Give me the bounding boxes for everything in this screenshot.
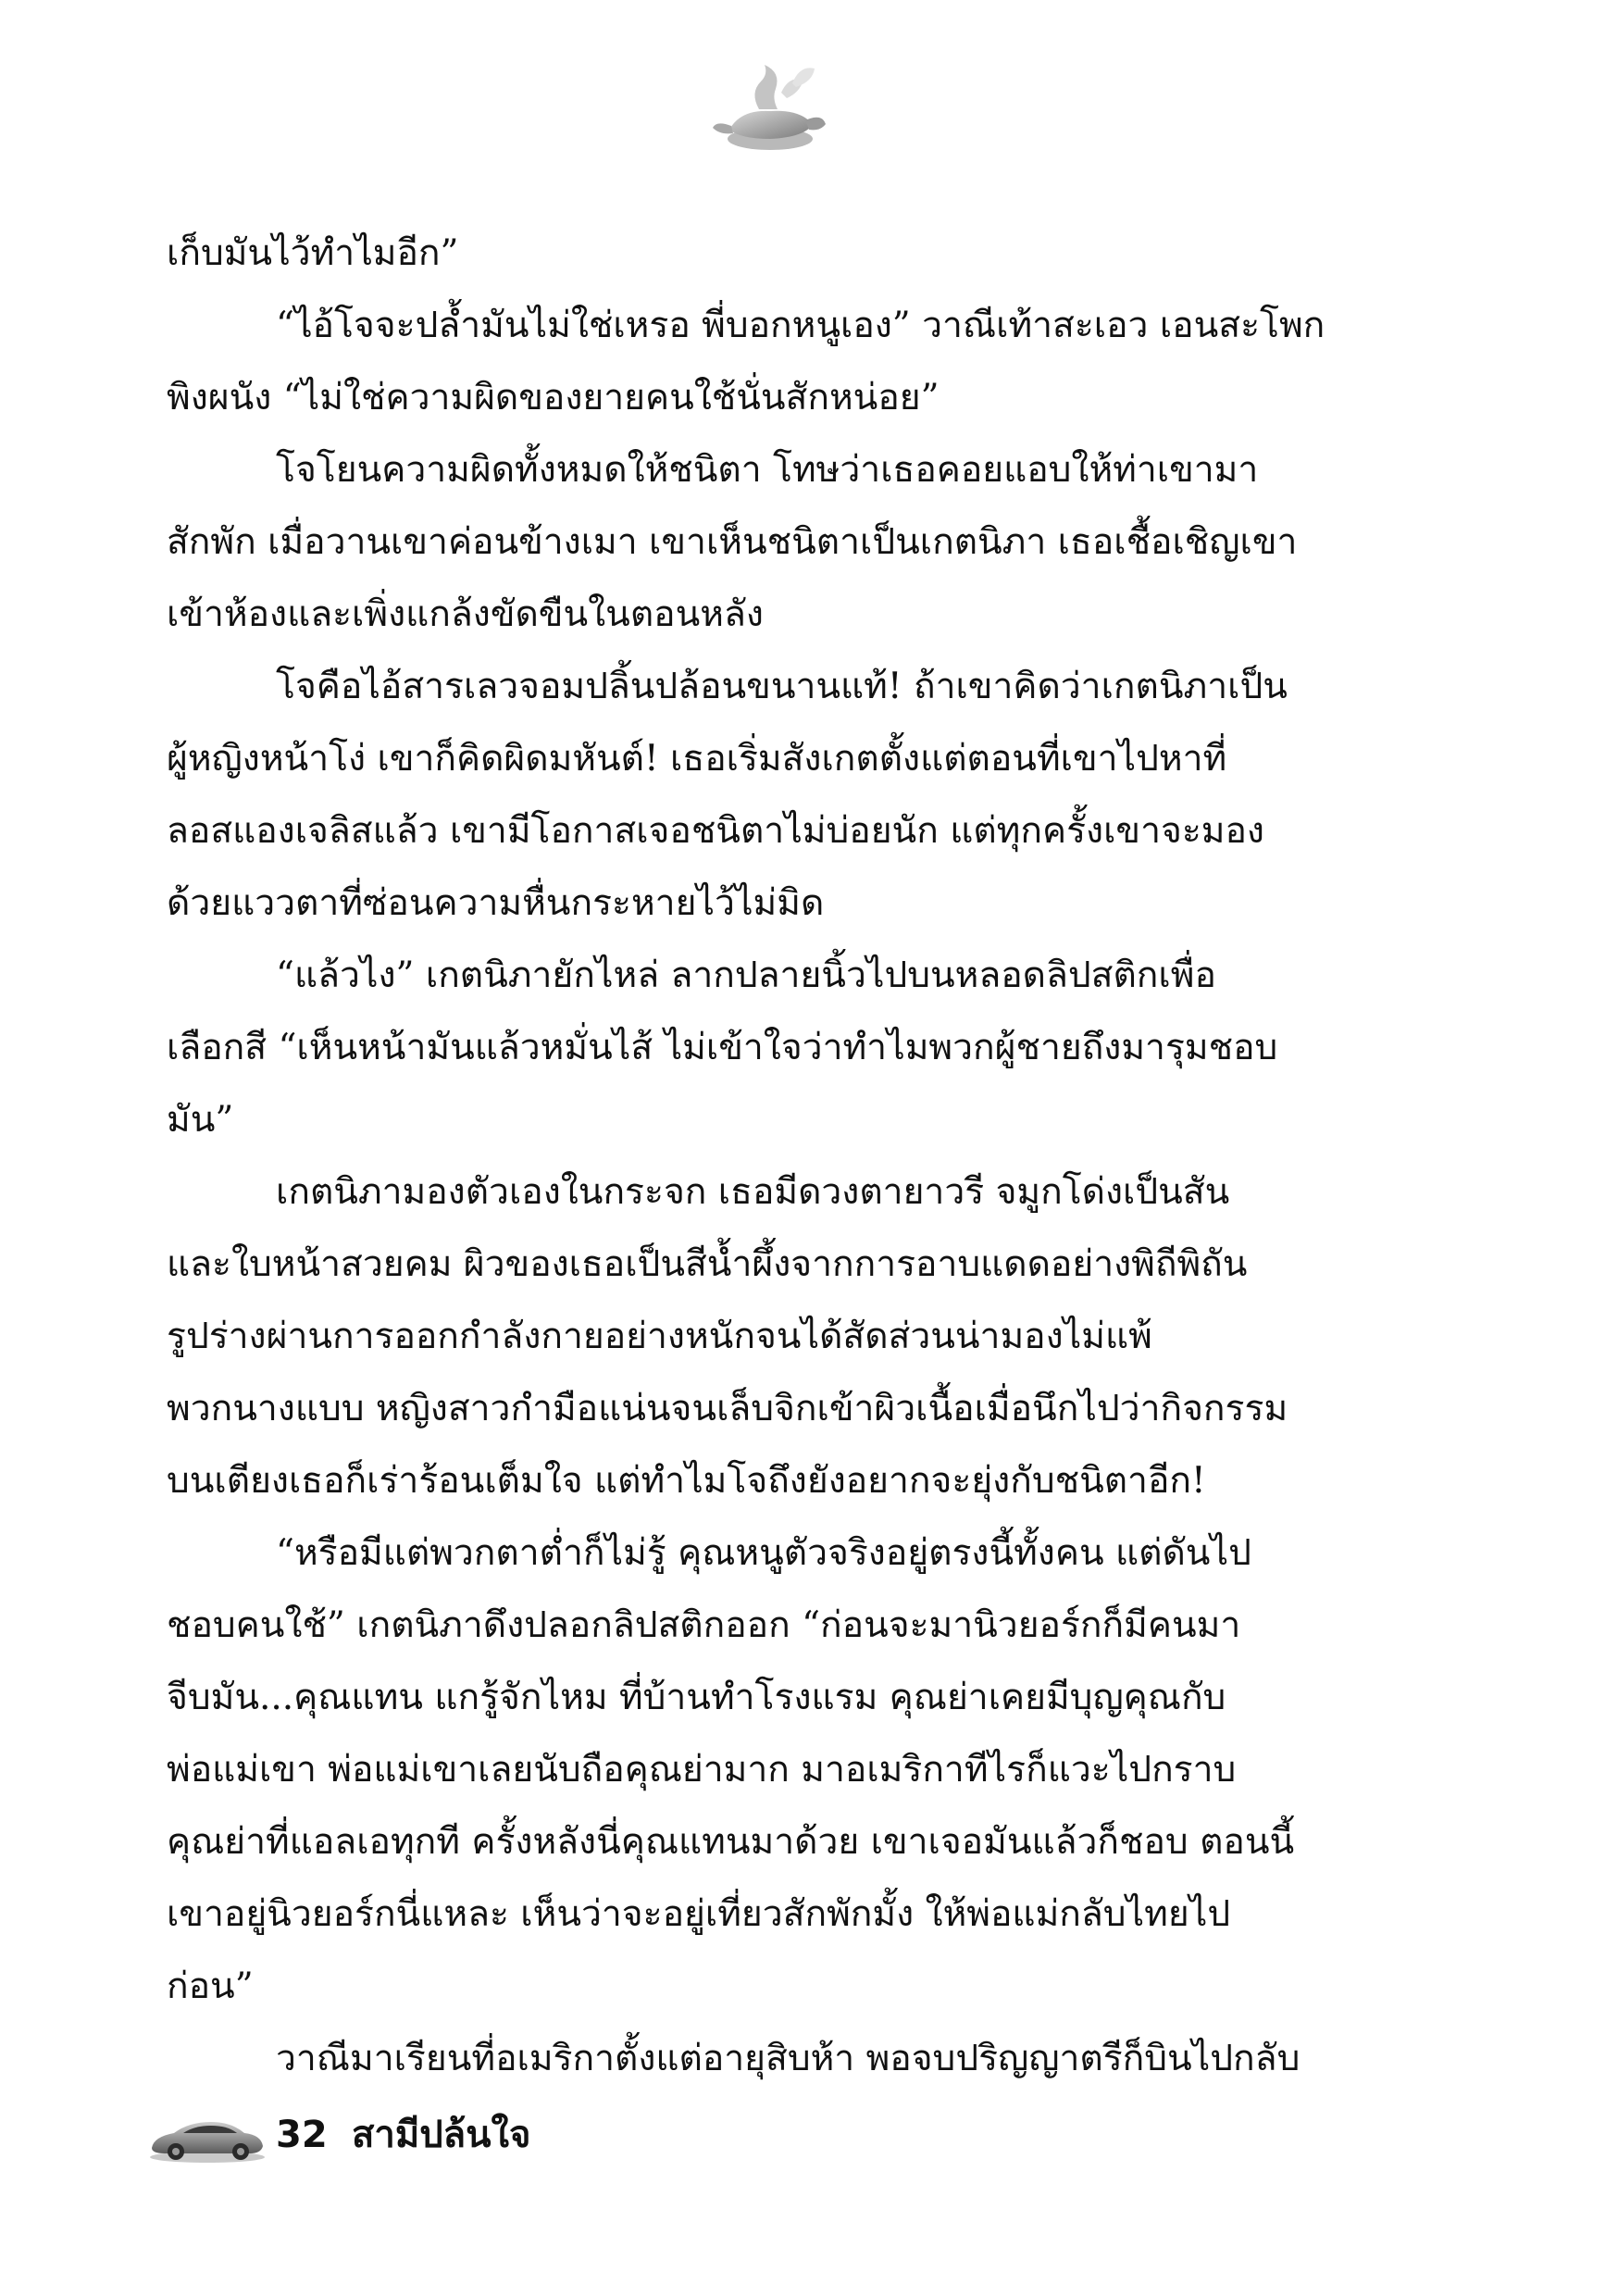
body-line-21: จีบมัน...คุณแทน แกรู้จักไหม ที่บ้านทำโรงแรม คุณย่าเคยมีบุญคุณกับ [167,1677,1226,1718]
body-line-19: “หรือมีแต่พวกตาต่ำก็ไม่รู้ คุณหนูตัวจริงอยู่ตรงนี้ทั้งคน แต่ดันไป [276,1532,1251,1574]
body-line-3: พิงผนัง “ไม่ใช่ความผิดของยายคนใช้นั่นสักหน่อย” [167,377,940,418]
body-line-7: โจคือไอ้สารเลวจอมปลิ้นปล้อนขนานแท้! ถ้าเขาคิดว่าเกตนิภาเป็น [276,666,1288,707]
body-line-1: เก็บมันไว้ทำไมอีก” [167,232,459,274]
body-line-10: ด้วยแววตาที่ซ่อนความหื่นกระหายไว้ไม่มิด [167,882,825,924]
body-line-6: เข้าห้องและเพิ่งแกล้งขัดขืนในตอนหลัง [167,593,764,635]
body-line-16: รูปร่างผ่านการออกกำลังกายอย่างหนักจนได้สัดส่วนน่ามองไม่แพ้ [167,1316,1152,1357]
body-line-8: ผู้หญิงหน้าโง่ เขาก็คิดผิดมหันต์! เธอเริ่มสังเกตตั้งแต่ตอนที่เขาไปหาที่ [167,738,1227,780]
body-line-12: เลือกสี “เห็นหน้ามันแล้วหมั่นไส้ ไม่เข้าใจว่าทำไมพวกผู้ชายถึงมารุมชอบ [167,1027,1278,1068]
body-line-4: โจโยนความผิดทั้งหมดให้ชนิตา โทษว่าเธอคอยแอบให้ท่าเขามา [276,449,1259,491]
body-text [167,218,1342,2095]
body-line-9: ลอสแองเจลิสแล้ว เขามีโอกาสเจอชนิตาไม่บ่อยนัก แต่ทุกครั้งเขาจะมอง [167,810,1264,852]
body-line-18: บนเตียงเธอก็เร่าร้อนเต็มใจ แต่ทำไมโจถึงยังอยากจะยุ่งกับชนิตาอีก! [167,1460,1206,1502]
body-line-24: เขาอยู่นิวยอร์กนี่แหละ เห็นว่าจะอยู่เที่ยวสักพักมั้ง ให้พ่อแม่กลับไทยไป [167,1893,1231,1935]
page-number: 32 [276,2114,328,2156]
body-line-20: ชอบคนใช้” เกตนิภาดึงปลอกลิปสติกออก “ก่อนจะมานิวยอร์กก็มีคนมา [167,1604,1241,1646]
body-line-14: เกตนิภามองตัวเองในกระจก เธอมีดวงตายาวรี จมูกโด่งเป็นสัน [276,1171,1230,1213]
book-title: สามีปล้นใจ [352,2114,531,2156]
body-line-11: “แล้วไง” เกตนิภายักไหล่ ลากปลายนิ้วไปบนหลอดลิปสติกเพื่อ [276,955,1216,996]
body-line-2: “ไอ้โจจะปล้ำมันไม่ใช่เหรอ พี่บอกหนูเอง” วาณีเท้าสะเอว เอนสะโพก [276,305,1326,346]
body-line-23: คุณย่าที่แอลเอทุกที ครั้งหลังนี่คุณแทนมาด้วย เขาเจอมันแล้วก็ชอบ ตอนนี้ [167,1821,1295,1863]
body-line-17: พวกนางแบบ หญิงสาวกำมือแน่นจนเล็บจิกเข้าผิวเนื้อเมื่อนึกไปว่ากิจกรรม [167,1388,1288,1429]
body-line-25: ก่อน” [167,1965,254,2007]
lamp-ornament-icon [703,56,833,157]
page-footer [146,2102,887,2176]
sports-car-icon [146,2109,267,2165]
body-line-13: มัน” [167,1099,234,1141]
body-line-26: วาณีมาเรียนที่อเมริกาตั้งแต่อายุสิบห้า พอจบปริญญาตรีก็บินไปกลับ [276,2038,1301,2079]
body-line-5: สักพัก เมื่อวานเขาค่อนข้างเมา เขาเห็นชนิตาเป็นเกตนิภา เธอเชื้อเชิญเขา [167,521,1298,563]
body-line-15: และใบหน้าสวยคม ผิวของเธอเป็นสีน้ำผึ้งจากการอาบแดดอย่างพิถีพิถัน [167,1243,1248,1285]
body-line-22: พ่อแม่เขา พ่อแม่เขาเลยนับถือคุณย่ามาก มาอเมริกาทีไรก็แวะไปกราบ [167,1749,1237,1791]
